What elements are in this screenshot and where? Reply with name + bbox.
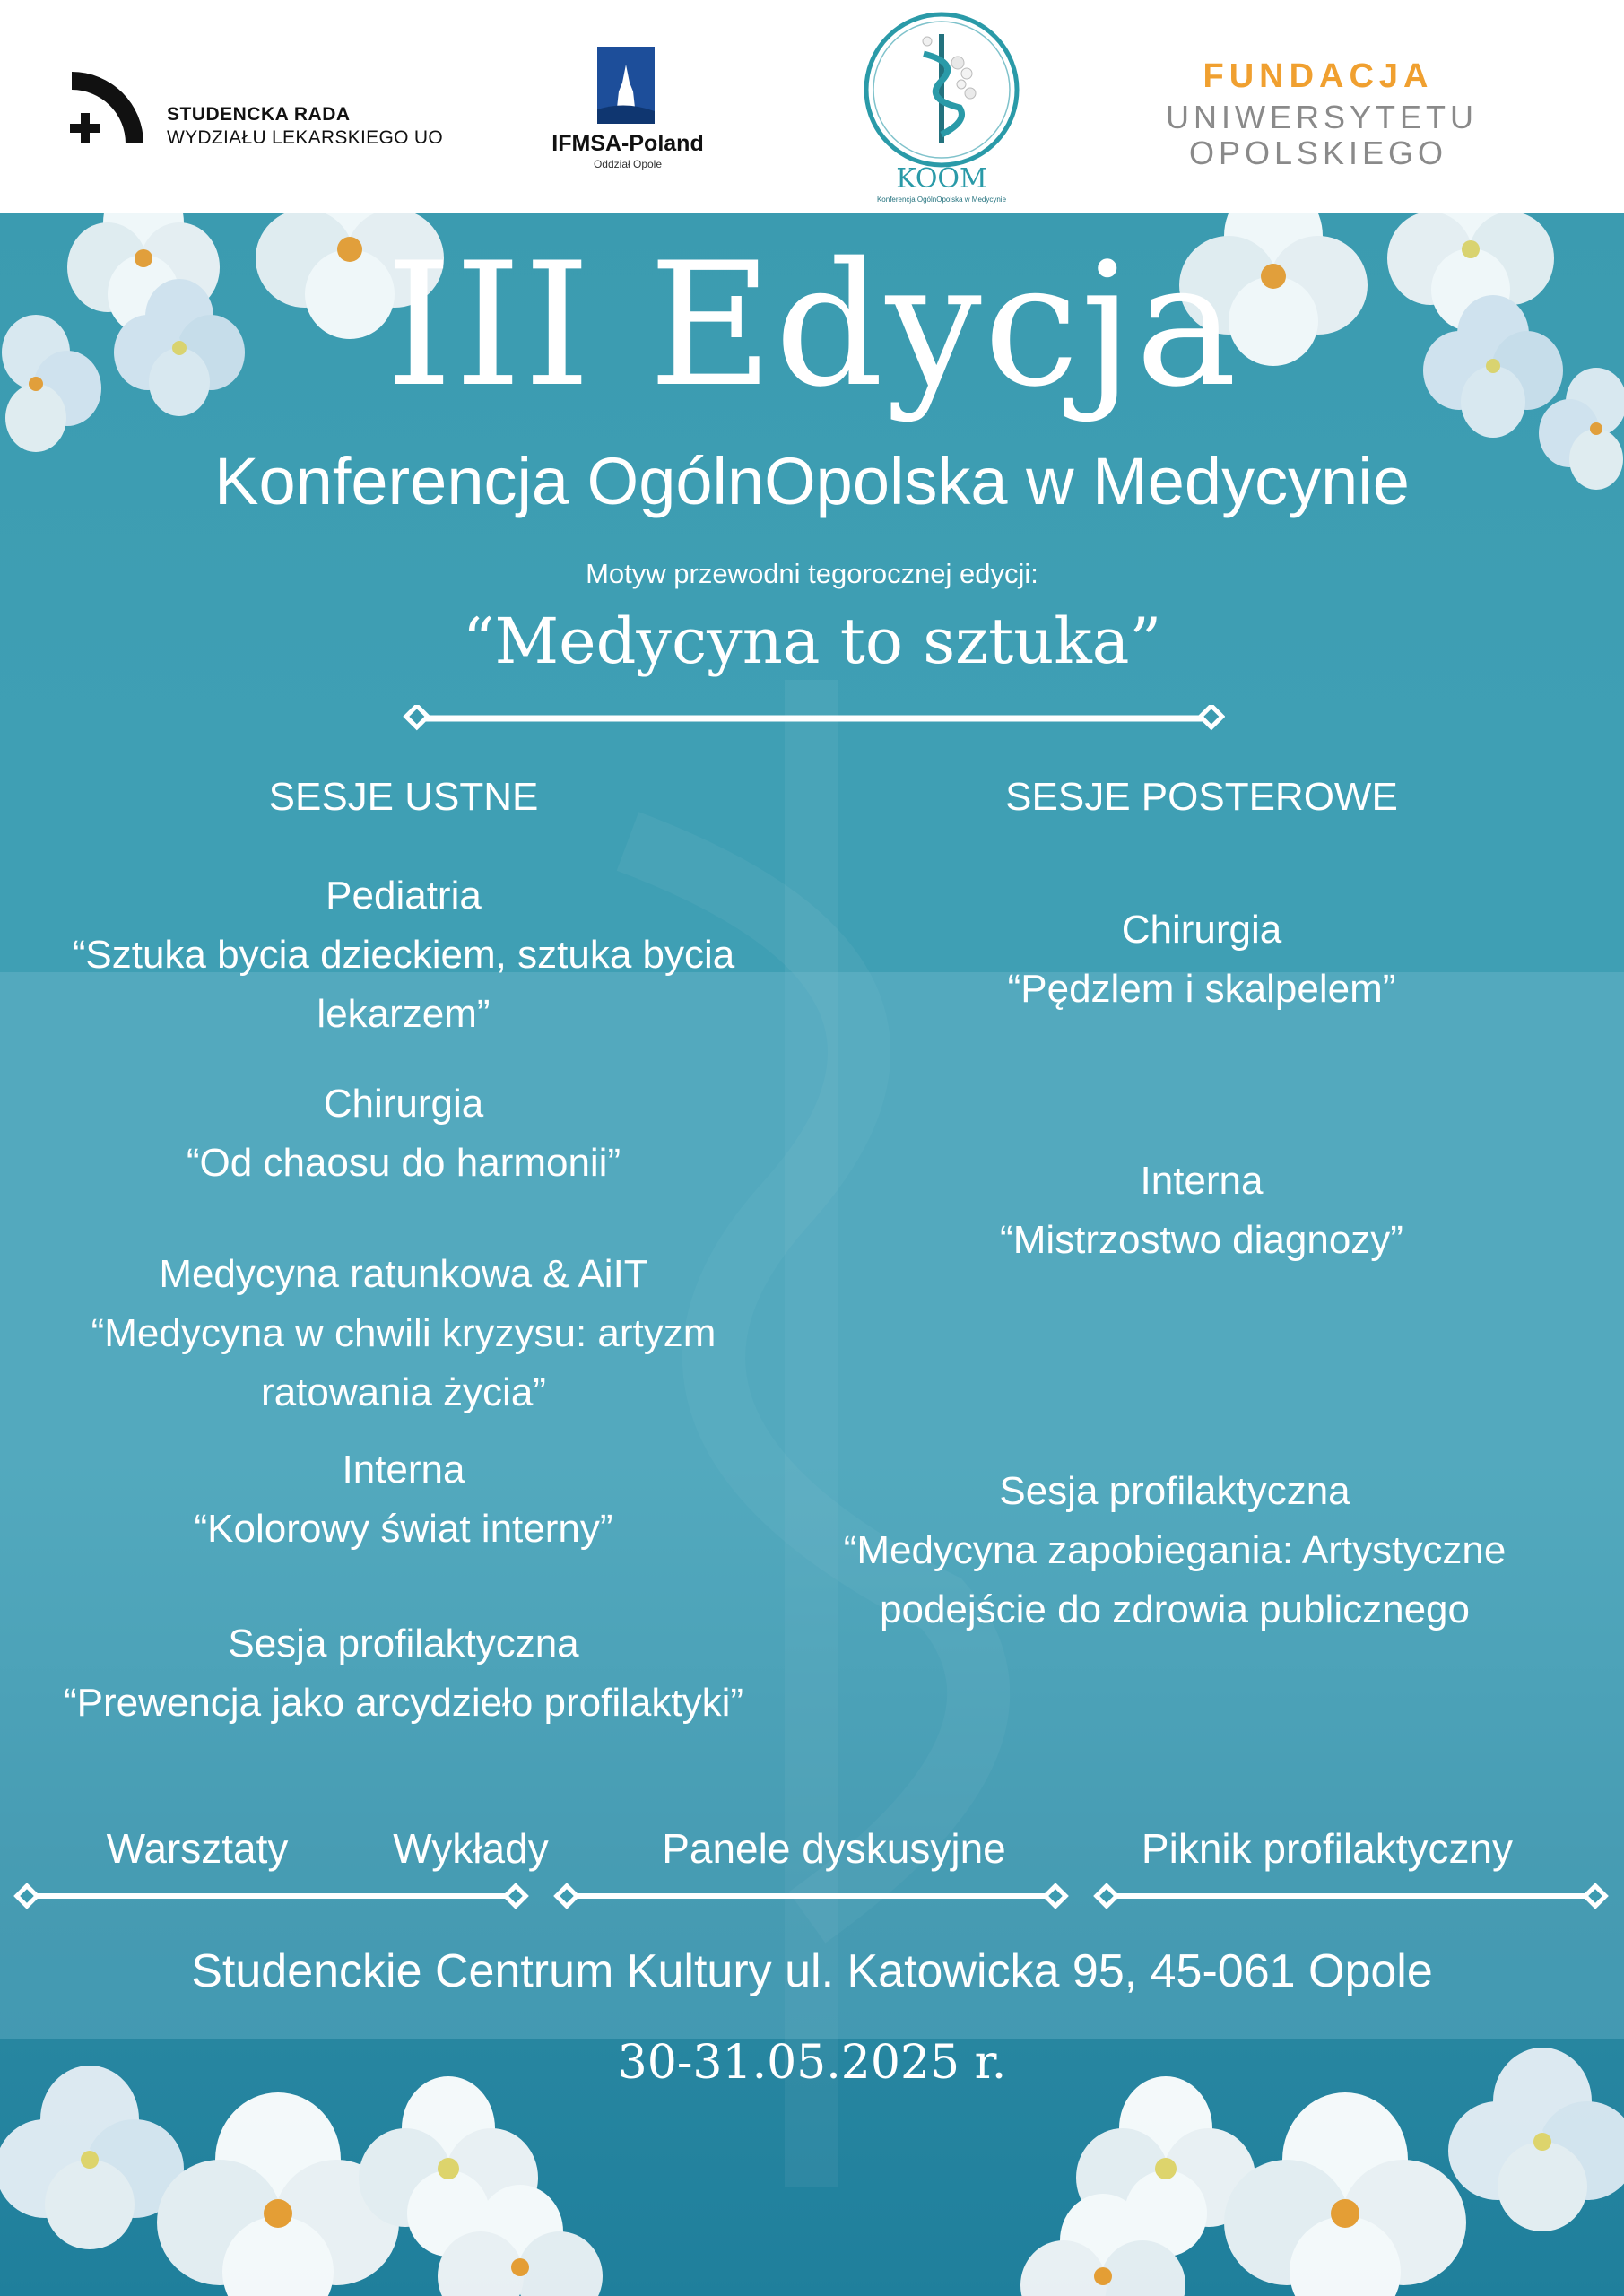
activity-panels: Panele dyskusyjne bbox=[662, 1825, 1006, 1872]
motif-divider bbox=[400, 705, 1225, 732]
oral-item-3-line2: ratowania życia” bbox=[261, 1370, 546, 1414]
oral-item-1-line1: “Sztuka bycia dzieckiem, sztuka bycia bbox=[72, 933, 735, 977]
page-title: III Edycja bbox=[385, 226, 1239, 424]
fundacja-line2: UNIWERSYTETU bbox=[1166, 99, 1478, 135]
oral-item-1-line2: lekarzem” bbox=[317, 992, 491, 1036]
activity-workshops: Warsztaty bbox=[106, 1825, 289, 1872]
poster-item-1-line1: “Pędzlem i skalpelem” bbox=[1007, 967, 1396, 1011]
poster-item-2-topic: Interna bbox=[1140, 1159, 1264, 1203]
oral-item-3-line1: “Medycyna w chwili kryzysu: artyzm bbox=[91, 1311, 716, 1355]
fundacja-line1: FUNDACJA bbox=[1203, 57, 1434, 95]
oral-item-4-line1: “Kolorowy świat interny” bbox=[194, 1507, 613, 1551]
poster-sessions-heading: SESJE POSTEROWE bbox=[1005, 775, 1398, 819]
oral-item-4-topic: Interna bbox=[342, 1448, 465, 1492]
logo-header bbox=[0, 0, 1624, 213]
poster-item-2-line1: “Mistrzostwo diagnozy” bbox=[1000, 1218, 1403, 1262]
oral-item-5-topic: Sesja profilaktyczna bbox=[228, 1622, 579, 1665]
oral-item-2-topic: Chirurgia bbox=[323, 1082, 484, 1126]
poster-item-3-topic: Sesja profilaktyczna bbox=[999, 1469, 1350, 1513]
fundacja-line3: OPOLSKIEGO bbox=[1188, 135, 1448, 171]
activities-dividers bbox=[0, 1878, 1624, 1914]
venue-address: Studenckie Centrum Kultury ul. Katowicka 95, 45-061 Opole bbox=[191, 1945, 1433, 1997]
logo1-line2: WYDZIAŁU LEKARSKIEGO UO bbox=[167, 127, 443, 148]
koom-name: KOOM bbox=[896, 163, 987, 195]
activity-picnic: Piknik profilaktyczny bbox=[1141, 1825, 1514, 1872]
poster-item-3-line1: “Medycyna zapobiegania: Artystyczne bbox=[843, 1528, 1507, 1572]
activity-lectures: Wykłady bbox=[393, 1825, 549, 1872]
oral-item-3-topic: Medycyna ratunkowa & AiIT bbox=[159, 1252, 648, 1296]
poster-item-3-line2: podejście do zdrowia publicznego bbox=[880, 1587, 1470, 1631]
oral-sessions-heading: SESJE USTNE bbox=[268, 775, 539, 819]
motif-label: Motyw przewodni tegorocznej edycji: bbox=[586, 558, 1038, 589]
medical-cross-arc-icon bbox=[68, 68, 149, 151]
studencka-rada-logo bbox=[68, 66, 463, 156]
motif-title: “Medycyna to sztuka” bbox=[462, 604, 1162, 678]
koom-logo bbox=[852, 9, 1031, 208]
ifmsa-sub: Oddział Opole bbox=[593, 158, 663, 170]
conference-subtitle: Konferencja OgólnOpolska w Medycynie bbox=[214, 444, 1410, 518]
ifmsa-logo bbox=[538, 47, 717, 172]
caduceus-circle-icon bbox=[861, 9, 1022, 170]
ifmsa-name: IFMSA-Poland bbox=[551, 131, 704, 156]
logo1-line1: STUDENCKA RADA bbox=[167, 104, 351, 125]
koom-sub: Konferencja OgólnOpolska w Medycynie bbox=[876, 196, 1007, 204]
oral-item-2-line1: “Od chaosu do harmonii” bbox=[186, 1141, 621, 1185]
ifmsa-tower-icon bbox=[597, 47, 655, 124]
poster-item-1-topic: Chirurgia bbox=[1121, 908, 1282, 952]
oral-item-5-line1: “Prewencja jako arcydzieło profilaktyki” bbox=[63, 1681, 744, 1725]
poster-body bbox=[0, 213, 1624, 2296]
oral-item-1-topic: Pediatria bbox=[326, 874, 482, 918]
fundacja-logo bbox=[1166, 57, 1478, 174]
event-date: 30-31.05.2025 r. bbox=[617, 2036, 1007, 2090]
